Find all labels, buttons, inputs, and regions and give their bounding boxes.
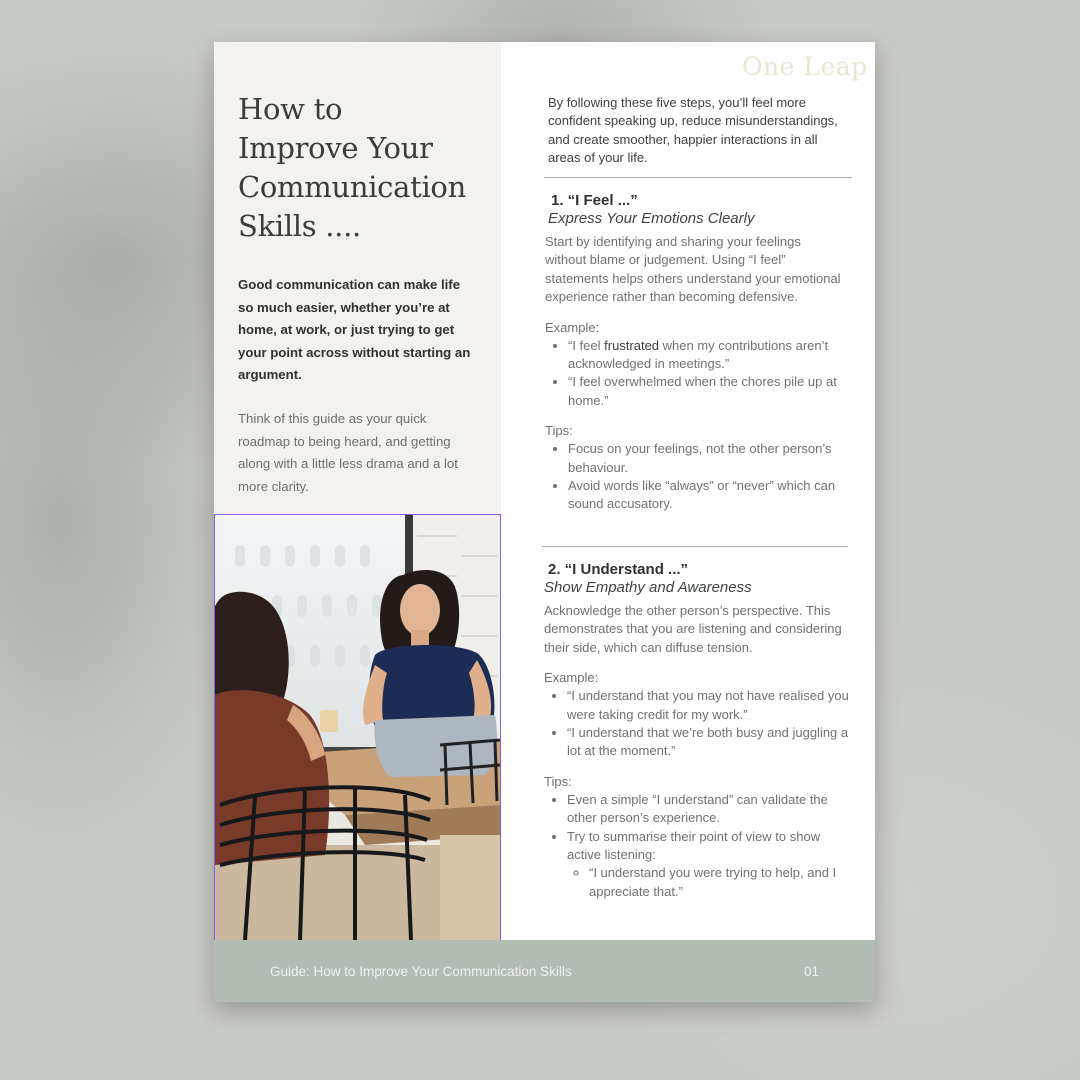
tips-label: Tips:: [545, 423, 573, 439]
tips-list: [544, 791, 854, 901]
guide-page: [214, 42, 875, 1002]
section-body: Acknowledge the other person’s perspective. This demonstrates that you are listening and considering their side, which can diffuse tension.: [544, 603, 842, 655]
example-text: when my contributions aren’t acknowledged in meetings.”: [568, 337, 829, 372]
example-label: Example:: [545, 319, 600, 335]
tips-list: [545, 440, 855, 514]
section-divider: [544, 177, 852, 178]
section-body: Start by identifying and sharing your feelings without blame or judgement. Using “I feel” statements helps others understand your emotional experience rather than becoming defensive.: [545, 234, 841, 305]
example-list: [544, 687, 854, 761]
list-item: [567, 828, 854, 902]
example-label: Example:: [544, 670, 599, 686]
lead-paragraph: By following these five steps, you’ll feel more confident speaking up, reduce misunderstandings, and create smoother, happier interactions in all areas of your life.: [548, 95, 838, 166]
list-item: • “I understand that you may not have realised you were taking credit for my work.”: [567, 687, 854, 724]
section-divider: [542, 546, 848, 547]
sub-tip-list: [567, 864, 854, 901]
right-column: [501, 42, 875, 940]
list-item: • “I feel overwhelmed when the chores pile up at home.”: [568, 373, 855, 410]
conversation-photo-illustration: [215, 515, 500, 940]
section-subtitle: Express Your Emotions Clearly: [548, 210, 755, 227]
list-item: • Avoid words like “always” or “never” which can sound accusatory.: [568, 477, 855, 514]
section-title: 1. “I Feel ...”: [551, 192, 638, 209]
title-line: Communication: [238, 170, 466, 204]
title-line: Improve Your: [238, 131, 433, 165]
page-footer: [214, 940, 875, 1002]
title-line: Skills ....: [238, 209, 361, 243]
list-item: • “I understand that we’re both busy and juggling a lot at the moment.”: [567, 724, 854, 761]
conversation-photo: [214, 514, 501, 941]
intro-body-text: Think of this guide as your quick roadmap to being heard, and getting along with a little less drama and a lot more clarity.: [238, 411, 458, 494]
list-item: ◦ “I understand you were trying to help, and I appreciate that.”: [589, 864, 854, 901]
example-list: [545, 337, 855, 411]
example-text: “I feel: [568, 337, 605, 353]
section-i-feel: [545, 192, 855, 514]
section-title: 2. “I Understand ...”: [548, 561, 689, 578]
section-subtitle: Show Empathy and Awareness: [544, 579, 752, 596]
list-item: • Even a simple “I understand” can validate the other person’s experience.: [567, 791, 854, 828]
brand-logo-text: One Leap: [742, 52, 868, 81]
section-i-understand: [544, 561, 854, 901]
list-item: [568, 337, 855, 374]
left-column: [214, 42, 501, 940]
intro-bold-text: Good communication can make life so much easier, whether you’re at home, at work, or just trying to get your point across without starting an argument.: [238, 277, 471, 382]
emphasized-word: frustrated: [604, 337, 660, 353]
page-title: [238, 90, 488, 246]
footer-title: Guide: How to Improve Your Communication Skills: [270, 964, 572, 979]
tip-text: Try to summarise their point of view to show active listening:: [567, 828, 821, 863]
page-number: 01: [804, 964, 820, 979]
tips-label: Tips:: [544, 773, 572, 789]
title-line: How to: [238, 92, 343, 126]
list-item: • Focus on your feelings, not the other person’s behaviour.: [568, 440, 855, 477]
